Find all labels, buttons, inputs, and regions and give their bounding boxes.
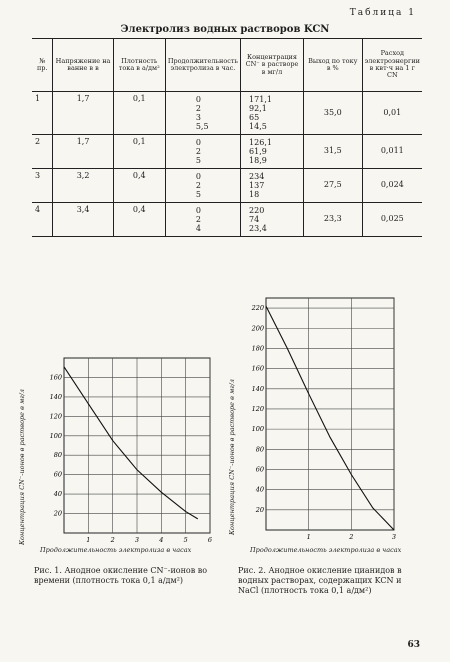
cell-number: 3 bbox=[32, 169, 53, 203]
cell-energy: 0,024 bbox=[362, 169, 422, 203]
y-tick-label: 80 bbox=[53, 451, 62, 460]
cell-concentration-value: 234 bbox=[249, 172, 265, 181]
cell-duration-value: 3 bbox=[195, 113, 201, 122]
cell-duration-value: 2 bbox=[195, 147, 201, 156]
cell-duration-value: 2 bbox=[195, 104, 201, 113]
y-tick-label: 200 bbox=[251, 324, 264, 333]
figure-2 bbox=[246, 290, 406, 540]
cell-concentration-value: 220 bbox=[249, 206, 265, 215]
cell-duration bbox=[165, 92, 240, 135]
cell-number: 4 bbox=[32, 203, 53, 237]
cell-duration-value: 0 bbox=[195, 206, 201, 215]
cell-number: 2 bbox=[32, 135, 53, 169]
cell-energy: 0,011 bbox=[362, 135, 422, 169]
figure-2-caption: Рис. 2. Анодное окисление цианидов в водных растворах, содержащих KCN и NaCl (плотность тока 0,1 а/дм²) bbox=[238, 566, 402, 595]
plot-frame bbox=[266, 298, 394, 530]
x-tick-label: 1 bbox=[306, 533, 311, 541]
cell-duration-value: 4 bbox=[195, 224, 201, 233]
y-tick-label: 180 bbox=[251, 344, 264, 353]
x-tick-label: 6 bbox=[207, 536, 213, 544]
cell-density: 0,4 bbox=[113, 203, 165, 237]
cell-concentration-value: 126,1 bbox=[249, 138, 272, 147]
y-tick-label: 160 bbox=[251, 364, 264, 373]
cell-duration-value: 0 bbox=[195, 172, 201, 181]
table-body bbox=[32, 92, 422, 237]
cell-density: 0,4 bbox=[113, 169, 165, 203]
cell-duration bbox=[165, 169, 240, 203]
cell-number: 1 bbox=[32, 92, 53, 135]
x-tick-label: 2 bbox=[110, 536, 115, 544]
header-concentration: Концентрация CN⁻ в растворе в мг/л bbox=[241, 39, 304, 92]
y-tick-label: 40 bbox=[255, 485, 264, 494]
x-tick-label: 3 bbox=[134, 536, 140, 544]
cell-duration-value: 5 bbox=[195, 156, 201, 165]
cell-duration-value: 0 bbox=[195, 95, 201, 104]
electrolysis-table bbox=[32, 38, 422, 237]
cell-yield: 27,5 bbox=[303, 169, 362, 203]
figure-2-chart bbox=[246, 290, 406, 540]
cell-duration bbox=[165, 203, 240, 237]
header-number: № пр. bbox=[32, 39, 53, 92]
cell-voltage: 3,2 bbox=[53, 169, 113, 203]
table-row bbox=[32, 92, 422, 135]
series-line bbox=[266, 306, 394, 530]
table-row bbox=[32, 203, 422, 237]
cell-concentration bbox=[241, 135, 304, 169]
y-tick-label: 220 bbox=[251, 304, 264, 313]
cell-duration-value: 2 bbox=[195, 215, 201, 224]
cell-duration-value: 5,5 bbox=[195, 122, 209, 131]
y-tick-label: 60 bbox=[255, 465, 264, 474]
y-tick-label: 120 bbox=[49, 412, 62, 421]
table-title: Электролиз водных растворов KCN bbox=[120, 24, 330, 35]
cell-voltage: 1,7 bbox=[53, 92, 113, 135]
x-tick-label: 5 bbox=[183, 536, 188, 544]
x-tick-label: 2 bbox=[349, 533, 354, 541]
cell-concentration-value: 61,9 bbox=[249, 147, 267, 156]
figure-2-ylabel: Концентрация CN⁻-ионов в растворе в мг/л bbox=[228, 379, 236, 535]
cell-concentration bbox=[241, 203, 304, 237]
cell-duration-value: 5 bbox=[195, 190, 201, 199]
table-number: Таблица 1 bbox=[349, 8, 416, 18]
header-voltage: Напряжение на ванне в в bbox=[53, 39, 113, 92]
y-tick-label: 140 bbox=[251, 384, 264, 393]
y-tick-label: 20 bbox=[53, 509, 62, 518]
y-tick-label: 120 bbox=[251, 404, 264, 413]
cell-energy: 0,025 bbox=[362, 203, 422, 237]
y-tick-label: 40 bbox=[53, 490, 62, 499]
cell-concentration-value: 65 bbox=[249, 113, 260, 122]
y-tick-label: 60 bbox=[53, 470, 62, 479]
cell-energy: 0,01 bbox=[362, 92, 422, 135]
cell-concentration bbox=[241, 169, 304, 203]
cell-concentration-value: 23,4 bbox=[249, 224, 267, 233]
cell-concentration-value: 14,5 bbox=[249, 122, 267, 131]
y-tick-label: 100 bbox=[49, 431, 62, 440]
cell-yield: 31,5 bbox=[303, 135, 362, 169]
figure-1 bbox=[38, 350, 214, 550]
header-duration: Продолжительность электролиза в час. bbox=[165, 39, 240, 92]
cell-concentration-value: 171,1 bbox=[249, 95, 272, 104]
cell-yield: 35,0 bbox=[303, 92, 362, 135]
table-row bbox=[32, 135, 422, 169]
cell-concentration-value: 18 bbox=[249, 190, 260, 199]
y-tick-label: 80 bbox=[255, 445, 264, 454]
x-tick-label: 1 bbox=[86, 536, 91, 544]
figure-1-caption: Рис. 1. Анодное окисление CN⁻-ионов во времени (плотность тока 0,1 а/дм²) bbox=[34, 566, 208, 585]
y-tick-label: 100 bbox=[251, 425, 264, 434]
cell-density: 0,1 bbox=[113, 92, 165, 135]
cell-duration-value: 0 bbox=[195, 138, 201, 147]
figure-2-xlabel: Продолжительность электролиза в часах bbox=[250, 546, 402, 554]
y-tick-label: 20 bbox=[255, 505, 264, 514]
cell-duration bbox=[165, 135, 240, 169]
cell-voltage: 3,4 bbox=[53, 203, 113, 237]
page-number: 63 bbox=[407, 640, 420, 650]
cell-concentration-value: 18,9 bbox=[249, 156, 267, 165]
header-energy: Расход электроэнергии в квт·ч на 1 г CN bbox=[362, 39, 422, 92]
cell-concentration bbox=[241, 92, 304, 135]
cell-concentration-value: 137 bbox=[249, 181, 265, 190]
figure-1-chart bbox=[38, 350, 214, 550]
cell-concentration-value: 92,1 bbox=[249, 104, 267, 113]
cell-concentration-value: 74 bbox=[249, 215, 260, 224]
x-tick-label: 3 bbox=[391, 533, 397, 541]
table-row bbox=[32, 169, 422, 203]
y-tick-label: 160 bbox=[49, 373, 62, 382]
header-density: Плотность тока в а/дм² bbox=[113, 39, 165, 92]
cell-yield: 23,3 bbox=[303, 203, 362, 237]
figure-1-xlabel: Продолжительность электролиза в часах bbox=[40, 546, 192, 554]
x-tick-label: 4 bbox=[159, 536, 164, 544]
header-yield: Выход по току в % bbox=[303, 39, 362, 92]
cell-duration-value: 2 bbox=[195, 181, 201, 190]
figure-1-ylabel: Концентрация CN⁻-ионов в растворе в мг/л bbox=[18, 389, 26, 545]
series-line bbox=[64, 367, 198, 519]
cell-voltage: 1,7 bbox=[53, 135, 113, 169]
y-tick-label: 140 bbox=[49, 392, 62, 401]
table-header-row bbox=[32, 39, 422, 92]
cell-density: 0,1 bbox=[113, 135, 165, 169]
